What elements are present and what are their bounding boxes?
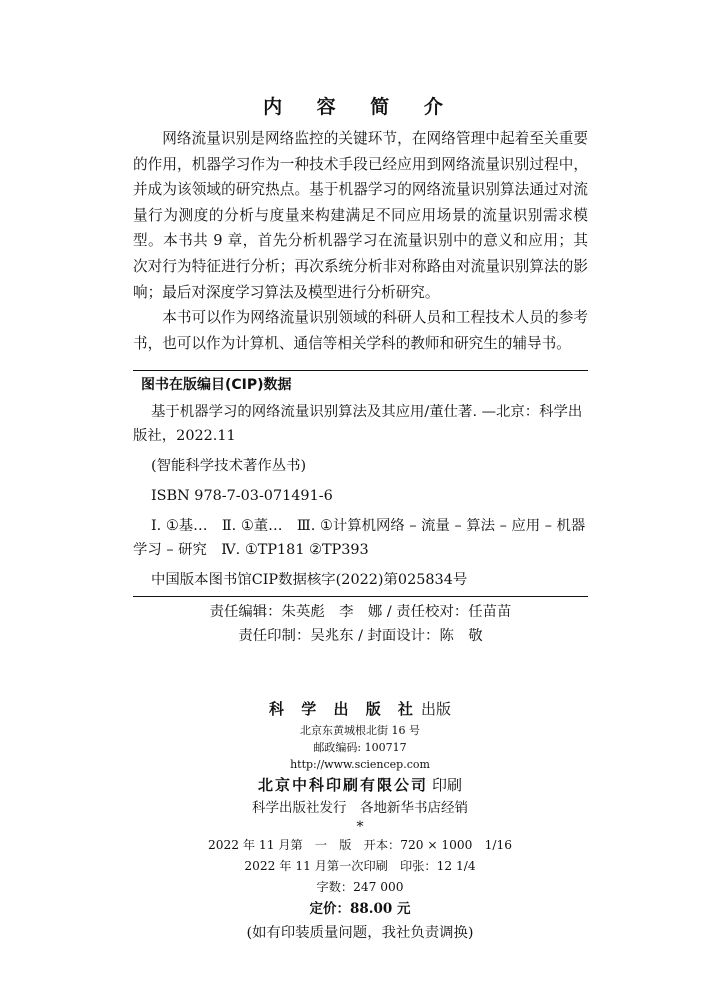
publisher-name: 科 学 出 版 社 [269, 700, 419, 718]
publisher-website: http://www.sciencep.com [290, 758, 430, 771]
printing-line: 2022 年 11 月第一次印刷 印张：12 1/4 [244, 859, 476, 873]
cip-bottom-rule [133, 596, 588, 597]
quality-note: (如有印装质量问题，我社负责调换) [246, 925, 474, 941]
printer-line [0, 773, 720, 797]
credits-block [133, 600, 588, 648]
synopsis [133, 126, 588, 356]
page-title: 内 容 简 介 [263, 96, 457, 118]
printer-suffix: 印刷 [432, 776, 463, 794]
credits-editors: 责任编辑：朱英彪 李 娜 / 责任校对：任苗苗 [209, 604, 512, 620]
synopsis-paragraph-2: 本书可以作为网络流量识别领域的科研人员和工程技术人员的参考书，也可以作为计算机、通信等相关学科的教师和研究生的辅导书。 [133, 309, 588, 352]
cip-block [133, 374, 588, 598]
edition-line: 2022 年 11 月第 一 版 开本：720 × 1000 1/16 [207, 838, 512, 852]
publishing-info [0, 696, 720, 945]
word-count: 字数：247 000 [316, 880, 404, 894]
publisher-postcode: 邮政编码: 100717 [313, 741, 407, 754]
cip-classification: Ⅰ. ①基… Ⅱ. ①董… Ⅲ. ①计算机网络 – 流量 – 算法 – 应用 – 机器学习 – 研究 Ⅳ. ①TP181 ②TP393 [133, 518, 586, 558]
price: 定价：88.00 元 [309, 901, 411, 917]
cip-isbn: ISBN 978-7-03-071491-6 [151, 488, 333, 504]
distribution-line: 科学出版社发行 各地新华书店经销 [252, 800, 468, 816]
credits-production: 责任印制：吴兆东 / 封面设计：陈 敬 [238, 628, 483, 644]
publisher-line [0, 696, 720, 722]
synopsis-paragraph-1: 网络流量识别是网络监控的关键环节，在网络管理中起着至关重要的作用，机器学习作为一种技术手段已经应用到网络流量识别过程中，并成为该领域的研究热点。基于机器学习的网络流量识别算法通过对流量行为测度的分析与度量来构建满足不同应用场景的流量识别需求模型。本书共 9 章，首先分析机器学习在流量识别中的意义和应用；其次对行为特征进行分析；再次系统分析非对称路由对流量识别算法的影响；最后对深度学习算法及模型进行分析研究。 [133, 130, 588, 301]
cip-top-rule [133, 370, 588, 371]
publisher-address: 北京东黄城根北街 16 号 [300, 724, 420, 737]
cip-heading: 图书在版编目(CIP)数据 [141, 377, 292, 393]
separator-star: * [356, 819, 364, 835]
cip-record-number: 中国版本图书馆CIP数据核字(2022)第025834号 [151, 572, 468, 588]
cip-series: (智能科学技术著作丛书) [151, 458, 307, 474]
cip-citation: 基于机器学习的网络流量识别算法及其应用/董仕著. —北京：科学出版社，2022.11 [133, 404, 583, 444]
publisher-suffix: 出版 [420, 700, 451, 718]
printer-name: 北京中科印刷有限公司 [257, 776, 428, 794]
